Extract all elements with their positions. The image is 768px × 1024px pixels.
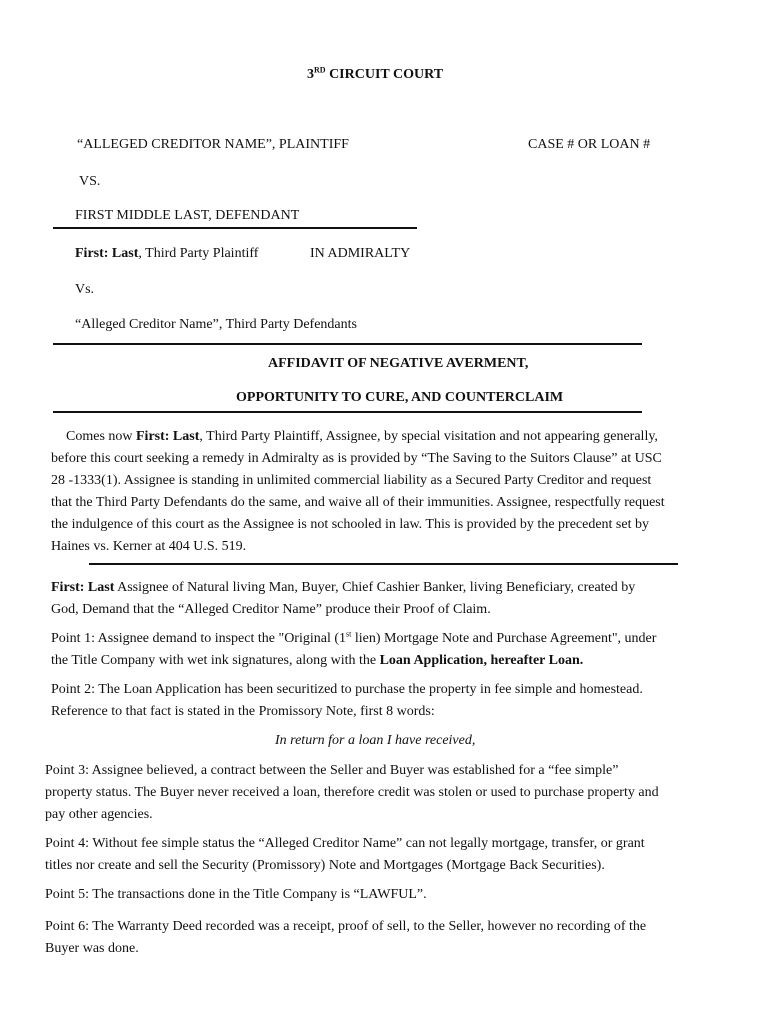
divider-rule <box>53 343 642 345</box>
point-3-line: property status. The Buyer never received a loan, therefore credit was stolen or used to purchase property and <box>45 785 659 800</box>
versus-2: Vs. <box>75 282 95 297</box>
promissory-note-quote: In return for a loan I have received, <box>275 733 476 748</box>
intro-line: 28 -1333(1). Assignee is standing in unlimited commercial liability as a Secured Party Creditor and request <box>51 473 652 488</box>
case-number-label: CASE # OR LOAN # <box>528 137 651 152</box>
divider-rule <box>53 227 417 229</box>
court-name: CIRCUIT COURT <box>325 67 444 82</box>
point-1-line <box>51 628 656 650</box>
point-1-line <box>51 650 656 672</box>
point-2-line: Reference to that fact is stated in the Promissory Note, first 8 words: <box>51 704 435 719</box>
point-1-bold: Loan Application, hereafter Loan. <box>379 653 584 668</box>
court-number-suffix: RD <box>314 65 326 75</box>
point-1-text-c: the Title Company with wet ink signatures, along with the <box>51 653 380 668</box>
point-1-sup: st <box>346 629 352 639</box>
point-1-text-a: Point 1: Assignee demand to inspect the "Original (1 <box>51 631 347 646</box>
point-1-text-b: lien) Mortgage Note and Purchase Agreement", under <box>351 631 657 646</box>
point-3-line: pay other agencies. <box>45 807 153 822</box>
demand-name: First: Last <box>51 580 115 595</box>
point-2-line: Point 2: The Loan Application has been securitized to purchase the property in fee simple and homestead. <box>51 682 643 697</box>
admiralty-label: IN ADMIRALTY <box>310 246 411 261</box>
affidavit-title-line-1: AFFIDAVIT OF NEGATIVE AVERMENT, <box>268 356 529 371</box>
point-5: Point 5: The transactions done in the Title Company is “LAWFUL”. <box>45 887 427 902</box>
intro-name: First: Last <box>136 429 200 444</box>
tpp-role: , Third Party Plaintiff <box>138 246 259 261</box>
point-2 <box>51 679 643 723</box>
intro-line: that the Third Party Defendants do the same, and waive all of their immunities. Assignee, respectfully request <box>51 495 665 510</box>
defendant-line: FIRST MIDDLE LAST, DEFENDANT <box>75 208 300 223</box>
point-4 <box>45 833 645 877</box>
intro-line: Haines vs. Kerner at 404 U.S. 519. <box>51 539 247 554</box>
point-6-line: Buyer was done. <box>45 941 139 956</box>
intro-rest: , Third Party Plaintiff, Assignee, by special visitation and not appearing generally, <box>199 429 658 444</box>
point-3 <box>45 760 659 826</box>
intro-paragraph <box>51 426 665 558</box>
versus-1: VS. <box>79 174 101 189</box>
divider-rule <box>53 411 642 413</box>
demand-line: God, Demand that the “Alleged Creditor Name” produce their Proof of Claim. <box>51 602 491 617</box>
intro-line: before this court seeking a remedy in Admiralty as is provided by “The Saving to the Suitors Clause” at USC <box>51 451 662 466</box>
plaintiff-line: “ALLEGED CREDITOR NAME”, PLAINTIFF <box>77 137 349 152</box>
third-party-defendants-line: “Alleged Creditor Name”, Third Party Defendants <box>75 317 357 332</box>
demand-first-line <box>51 577 635 599</box>
point-4-line: Point 4: Without fee simple status the “Alleged Creditor Name” can not legally mortgage, transfer, or grant <box>45 836 645 851</box>
point-6 <box>45 916 646 960</box>
point-1 <box>51 628 656 672</box>
point-4-line: titles nor create and sell the Security (Promissory) Note and Mortgages (Mortgage Back Securities). <box>45 858 605 873</box>
point-6-line: Point 6: The Warranty Deed recorded was a receipt, proof of sell, to the Seller, however no recording of the <box>45 919 647 934</box>
intro-lead: Comes now <box>66 429 136 444</box>
tpp-name: First: Last <box>75 246 139 261</box>
affidavit-title-line-2: OPPORTUNITY TO CURE, AND COUNTERCLAIM <box>236 390 564 405</box>
point-3-line: Point 3: Assignee believed, a contract between the Seller and Buyer was established for a “fee simple” <box>45 763 619 778</box>
demand-rest: Assignee of Natural living Man, Buyer, Chief Cashier Banker, living Beneficiary, created by <box>114 580 636 595</box>
intro-line: the indulgence of this court as the Assignee is not schooled in law. This is provided by the precedent set by <box>51 517 649 532</box>
court-title <box>307 66 443 84</box>
demand-paragraph <box>51 577 635 621</box>
intro-first-line <box>51 426 665 448</box>
divider-rule <box>89 563 678 565</box>
third-party-plaintiff-line <box>75 245 258 263</box>
court-number: 3 <box>307 67 314 82</box>
